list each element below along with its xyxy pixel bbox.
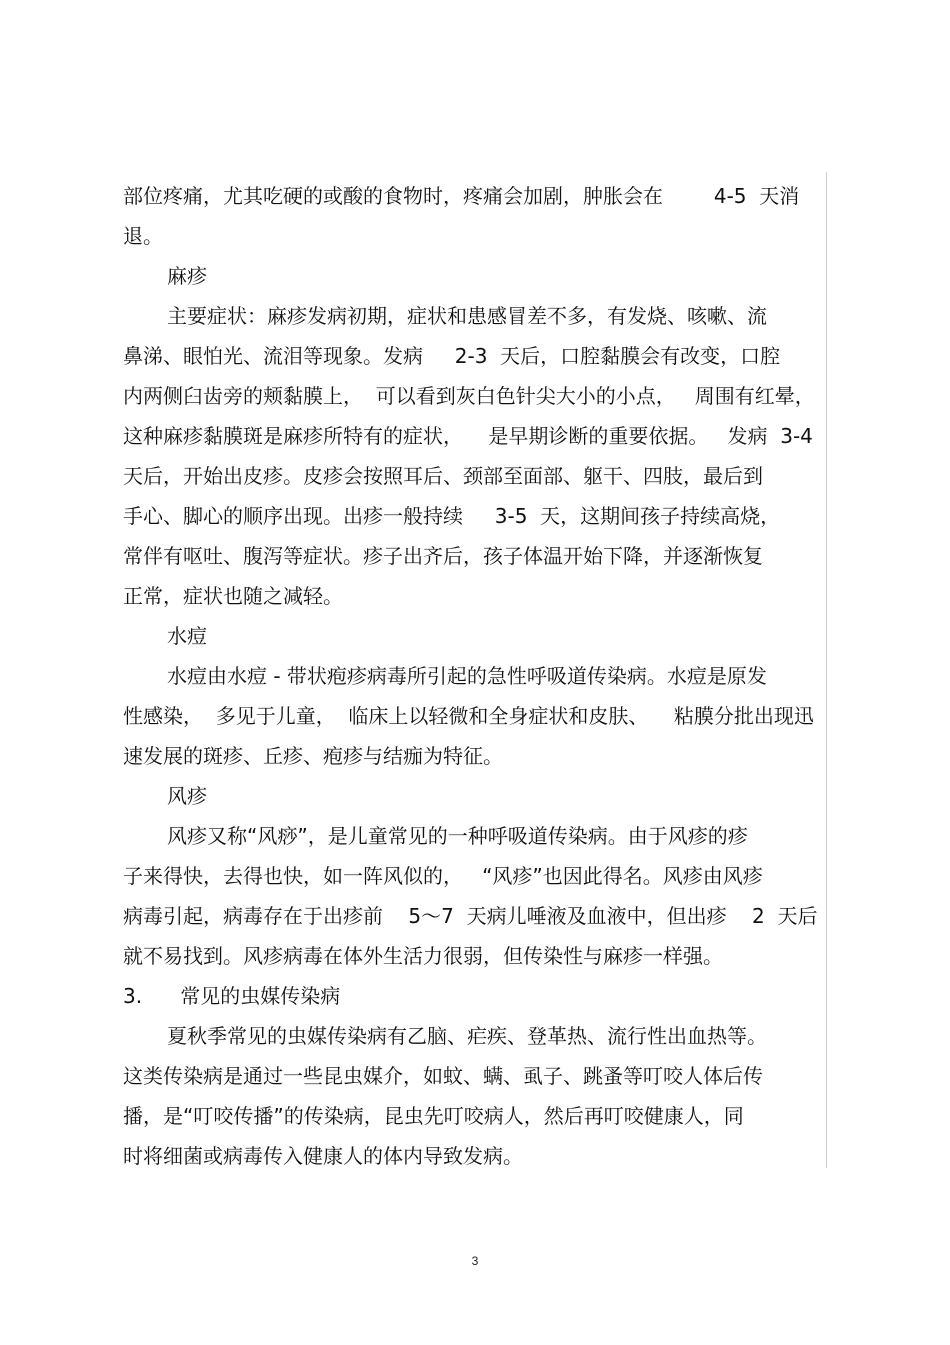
body-line: 速发展的斑疹、丘疹、疱疹与结痂为特征。 [123, 744, 503, 768]
body-line: 夏秋季常见的虫媒传染病有乙脑、疟疾、登革热、流行性出血热等。 [167, 1024, 767, 1048]
body-line: 就不易找到。风疹病毒在体外生活力很弱，但传染性与麻疹一样强。 [123, 944, 723, 968]
body-line: 这种麻疹黏膜斑是麻疹所特有的症状， 是早期诊断的重要依据。 发病 3-4 [123, 424, 813, 448]
body-line: 手心、脚心的顺序出现。出疹一般持续 3-5 天，这期间孩子持续高烧， [123, 504, 781, 528]
section-heading-insect-borne: 3. 常见的虫媒传染病 [123, 984, 341, 1008]
body-line: 水痘由水痘 - 带状疱疹病毒所引起的急性呼吸道传染病。水痘是原发 [167, 664, 767, 688]
body-line: 内两侧臼齿旁的颊黏膜上， 可以看到灰白色针尖大小的小点， 周围有红晕， [123, 384, 815, 408]
body-line: 播，是“叮咬传播”的传染病，昆虫先叮咬病人，然后再叮咬健康人，同 [123, 1104, 744, 1128]
body-line: 主要症状：麻疹发病初期，症状和患感冒差不多，有发烧、咳嗽、流 [167, 304, 767, 328]
body-line: 这类传染病是通过一些昆虫媒介，如蚊、螨、虱子、跳蚤等叮咬人体后传 [123, 1064, 763, 1088]
body-line: 正常，症状也随之减轻。 [123, 584, 343, 608]
body-line: 常伴有呕吐、腹泻等症状。疹子出齐后，孩子体温开始下降，并逐渐恢复 [123, 544, 763, 568]
section-heading-chickenpox: 水痘 [167, 624, 207, 648]
body-line: 子来得快，去得也快，如一阵风似的， “风疹”也因此得名。风疹由风疹 [123, 864, 763, 888]
body-line: 天后，开始出皮疹。皮疹会按照耳后、颈部至面部、躯干、四肢，最后到 [123, 464, 763, 488]
page-number: 3 [471, 1254, 479, 1268]
body-line: 时将细菌或病毒传入健康人的体内导致发病。 [123, 1144, 523, 1168]
page-margin-rule [826, 172, 827, 1168]
body-line: 性感染， 多见于儿童， 临床上以轻微和全身症状和皮肤、 粘膜分批出现迅 [123, 704, 814, 728]
section-heading-rubella: 风疹 [167, 784, 207, 808]
body-line: 鼻涕、眼怕光、流泪等现象。发病 2-3 天后，口腔黏膜会有改变，口腔 [123, 344, 781, 368]
section-heading-measles: 麻疹 [167, 264, 207, 288]
body-line: 风疹又称“风痧”，是儿童常见的一种呼吸道传染病。由于风疹的疹 [167, 824, 748, 848]
body-line: 退。 [123, 224, 163, 248]
body-line: 病毒引起，病毒存在于出疹前 5～7 天病儿唾液及血液中，但出疹 2 天后 [123, 904, 818, 928]
body-line: 部位疼痛，尤其吃硬的或酸的食物时，疼痛会加剧，肿胀会在 4-5 天消 [123, 184, 800, 208]
